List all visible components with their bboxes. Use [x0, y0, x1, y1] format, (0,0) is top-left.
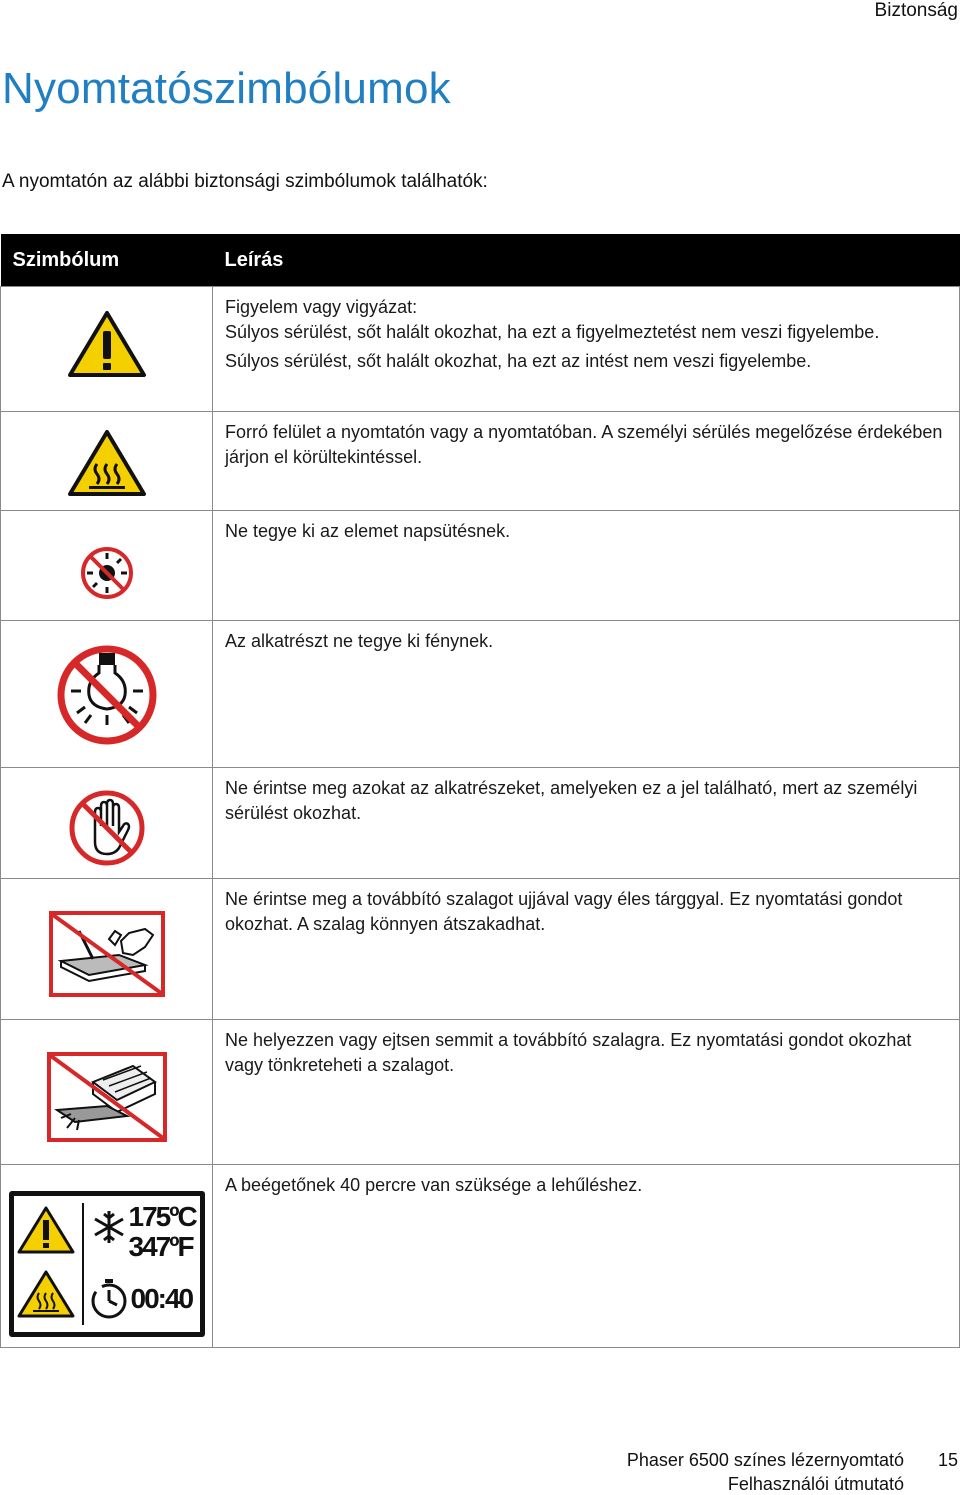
description-cell	[213, 879, 960, 1020]
table-row	[1, 1020, 960, 1165]
cooldown-time: 00:40	[130, 1283, 193, 1314]
description-line: Ne tegye ki az elemet napsütésnek.	[225, 521, 511, 541]
description-cell	[213, 768, 960, 879]
warning-triangle-icon	[17, 1205, 75, 1255]
description-cell	[213, 621, 960, 768]
symbol-cell	[1, 879, 213, 1020]
no-objects-on-belt-icon	[47, 1052, 167, 1142]
symbols-table	[0, 234, 960, 1348]
hot-surface-icon	[17, 1269, 75, 1319]
description-cell	[213, 1165, 960, 1348]
description-line: Forró felület a nyomtatón vagy a nyomtatóban. A személyi sérülés megelőzése érdekében járjon el körültekintéssel.	[225, 422, 943, 467]
symbol-cell	[1, 768, 213, 879]
footer-guide: Felhasználói útmutató	[727, 1474, 904, 1494]
intro-text: A nyomtatón az alábbi biztonsági szimbólumok találhatók:	[2, 171, 488, 192]
table-row	[1, 1165, 960, 1348]
symbol-cell	[1, 621, 213, 768]
description-line: Figyelem vagy vigyázat:	[225, 297, 418, 317]
symbol-cell	[1, 1020, 213, 1165]
page-title: Nyomtatószimbólumok	[2, 64, 451, 113]
symbol-cell	[1, 287, 213, 412]
fuser-cooldown-label-icon	[9, 1191, 205, 1337]
table-row	[1, 412, 960, 511]
snowflake-icon	[89, 1207, 129, 1247]
no-light-icon	[55, 643, 159, 747]
description-line: A beégetőnek 40 percre van szüksége a lehűléshez.	[225, 1175, 643, 1195]
temperature-fahrenheit: 347ºF	[128, 1231, 193, 1262]
table-row	[1, 879, 960, 1020]
hot-surface-icon	[67, 428, 147, 498]
no-touch-belt-icon	[49, 911, 165, 997]
description-line: Ne érintse meg a továbbító szalagot ujjával vagy éles tárggyal. Ez nyomtatási gondot okozhat. A szalag könnyen átszakadhat.	[225, 889, 903, 934]
temperature-celsius: 175ºC	[128, 1201, 196, 1232]
column-header-description: Leírás	[213, 234, 960, 287]
warning-triangle-icon	[67, 309, 147, 379]
description-cell	[213, 1020, 960, 1165]
symbol-cell	[1, 1165, 213, 1348]
description-line: Súlyos sérülést, sőt halált okozhat, ha ezt a figyelmeztetést nem veszi figyelembe.	[225, 322, 880, 342]
section-header: Biztonság	[874, 0, 958, 21]
page-number: 15	[937, 1450, 958, 1470]
description-line: Az alkatrészt ne tegye ki fénynek.	[225, 631, 494, 651]
symbol-cell	[1, 412, 213, 511]
description-cell	[213, 412, 960, 511]
symbol-cell	[1, 511, 213, 621]
table-row	[1, 621, 960, 768]
description-line: Ne helyezzen vagy ejtsen semmit a továbbító szalagra. Ez nyomtatási gondot okozhat vagy tönkreteheti a szalagot.	[225, 1030, 912, 1075]
table-row	[1, 511, 960, 621]
description-cell	[213, 511, 960, 621]
timer-icon	[89, 1277, 129, 1321]
table-row	[1, 287, 960, 412]
do-not-touch-icon	[67, 788, 147, 868]
no-sunlight-icon	[79, 545, 135, 601]
description-line: Ne érintse meg azokat az alkatrészeket, amelyeken ez a jel található, mert az személyi sérülést okozhat.	[225, 778, 918, 823]
table-row	[1, 768, 960, 879]
description-line: Súlyos sérülést, sőt halált okozhat, ha ezt az intést nem veszi figyelembe.	[225, 351, 812, 371]
column-header-symbol: Szimbólum	[1, 234, 213, 287]
description-cell	[213, 287, 960, 412]
footer-product: Phaser 6500 színes lézernyomtató	[626, 1450, 904, 1470]
